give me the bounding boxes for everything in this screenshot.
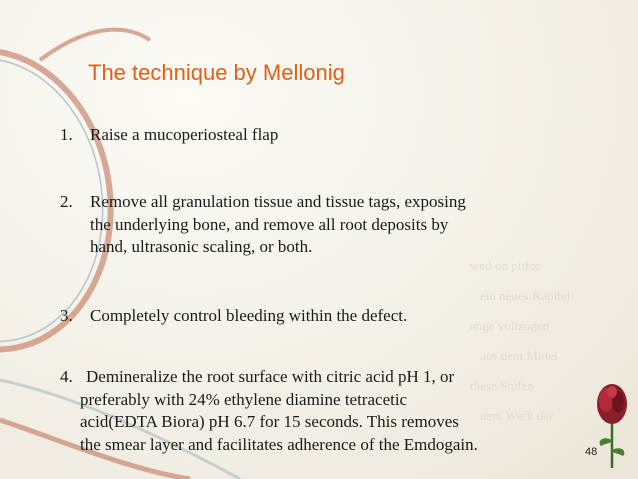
list-item-text: Completely control bleeding within the defect. bbox=[90, 306, 408, 325]
svg-text:ange vollzogen: ange vollzogen bbox=[470, 318, 550, 333]
svg-text:ein neues Kapitel: ein neues Kapitel bbox=[480, 288, 571, 303]
list-item-number: 3. bbox=[60, 306, 73, 325]
svg-text:wed on pitfor: wed on pitfor bbox=[470, 258, 541, 273]
list-item-number: 1. bbox=[60, 125, 73, 144]
slide-title: The technique by Mellonig bbox=[88, 60, 345, 85]
list-item-text: preferably with 24% ethylene diamine tetracetic bbox=[80, 389, 408, 409]
svg-text:diese Stufen: diese Stufen bbox=[470, 378, 534, 393]
page-number: 48 bbox=[585, 446, 598, 458]
list-item-text: Demineralize the root surface with citric acid pH 1, or bbox=[86, 367, 455, 386]
svg-text:aus dem Mittel: aus dem Mittel bbox=[480, 348, 558, 363]
list-item-text: Raise a mucoperiosteal flap bbox=[90, 125, 279, 144]
list-item-number: 2. bbox=[60, 192, 73, 211]
list-item-text: the smear layer and facilitates adherence of the Emdogain. bbox=[80, 434, 478, 454]
list-item-number: 4. bbox=[60, 367, 73, 386]
list-item-text: the underlying bone, and remove all root deposits by bbox=[90, 214, 449, 234]
list-item-text: acid(EDTA Biora) pH 6.7 for 15 seconds. This removes bbox=[80, 412, 459, 431]
svg-text:dem Werk der: dem Werk der bbox=[480, 408, 554, 423]
list-item-text: Remove all granulation tissue and tissue tags, exposing bbox=[90, 192, 466, 211]
list-item-text: hand, ultrasonic scaling, or both. bbox=[90, 237, 313, 256]
